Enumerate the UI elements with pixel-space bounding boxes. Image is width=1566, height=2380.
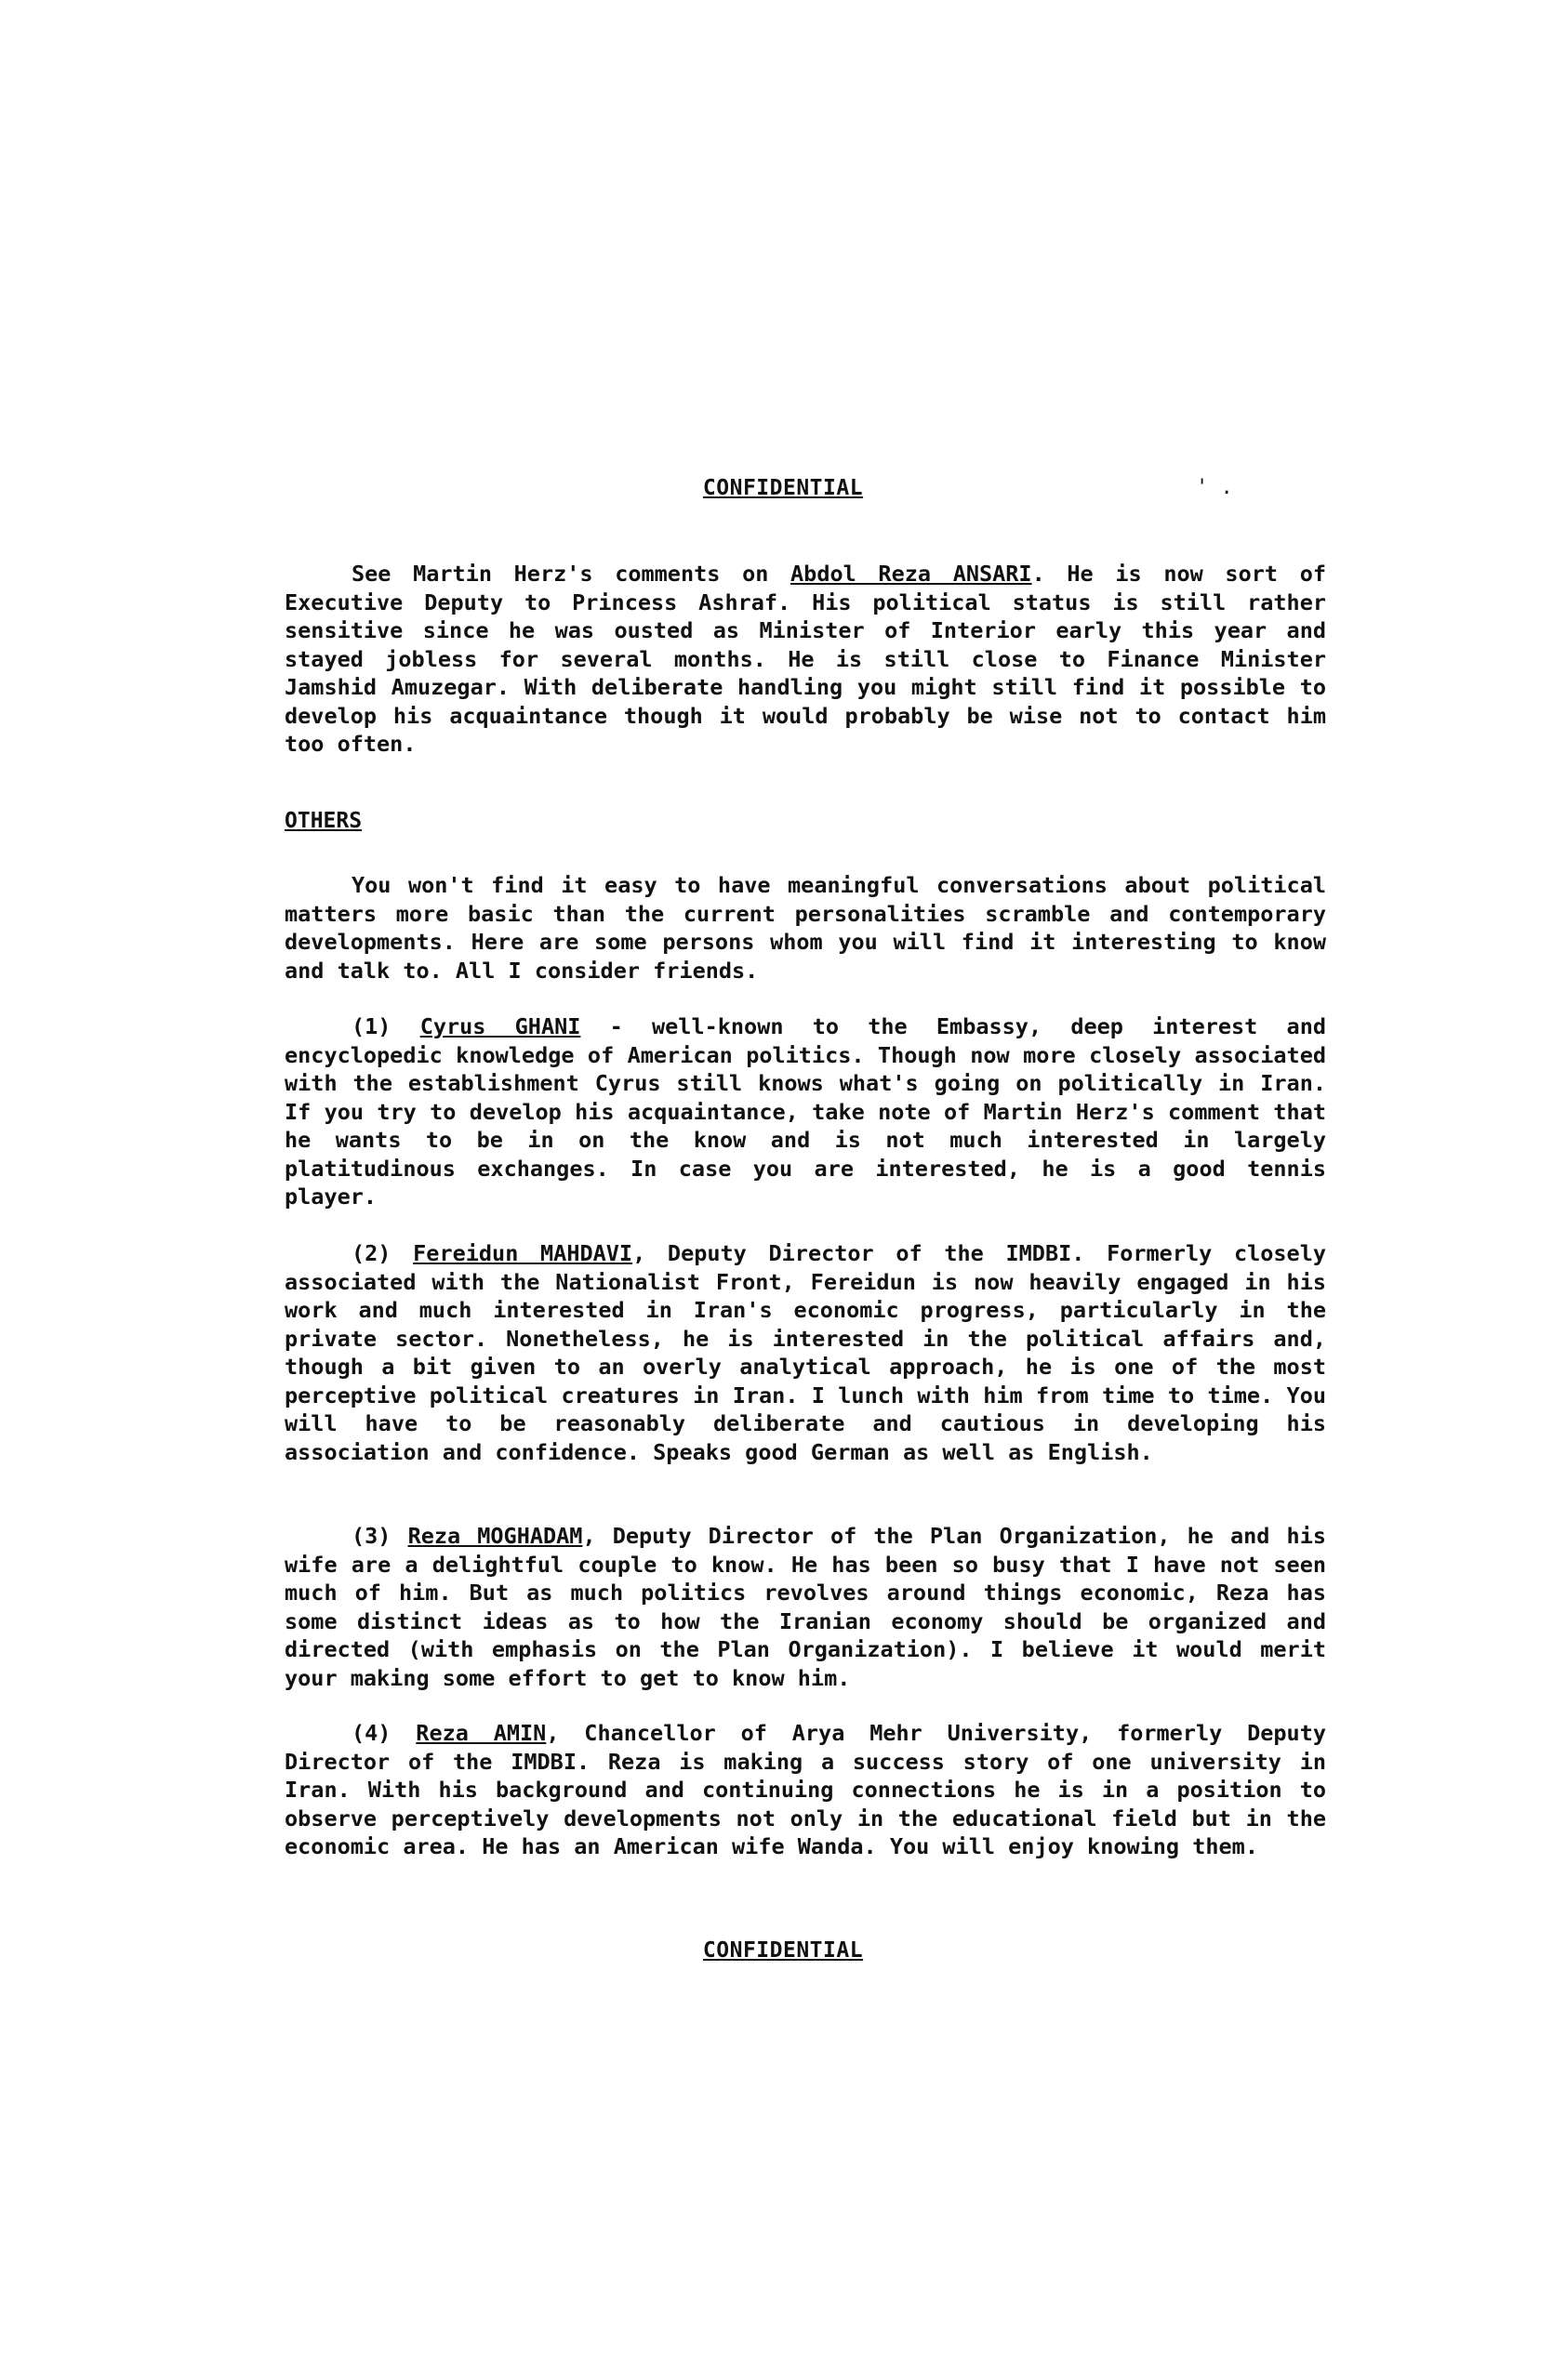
person-number: (1)	[352, 1013, 392, 1039]
footer-classification: CONFIDENTIAL	[702, 1938, 864, 1963]
person-number: (3)	[352, 1523, 392, 1549]
person-paragraph-2	[285, 1239, 1326, 1466]
person-paragraph-4	[285, 1719, 1326, 1861]
person-paragraph-3	[285, 1522, 1326, 1692]
person-name: Reza MOGHADAM	[407, 1523, 583, 1549]
stray-marks: ' .	[1196, 476, 1233, 499]
person-description: , Chancellor of Arya Mehr University, formerly Deputy Director of the IMDBI. Reza is making a success story of one university in Iran. With his background and continuing connections he is in a position to observe perceptively developments not only in the educational field but in the economic area. He has an American wife Wanda. You will enjoy knowing them.	[285, 1720, 1326, 1859]
person-name: Fereidun MAHDAVI	[413, 1240, 633, 1266]
person-number: (4)	[352, 1720, 392, 1746]
person-name: Cyrus GHANI	[419, 1013, 581, 1039]
person-name: Reza AMIN	[416, 1720, 547, 1746]
others-heading: OTHERS	[285, 809, 363, 833]
intro-text-after: . He is now sort of Executive Deputy to Princess Ashraf. His political status is still rather sensitive since he was ousted as Minister of Interior early this year and stayed jobless for several months. He is still close to Finance Minister Jamshid Amuzegar. With deliberate handling you might still find it possible to develop his acquaintance though it would probably be wise not to contact him too often.	[285, 561, 1326, 757]
person-description: - well-known to the Embassy, deep interest and encyclopedic knowledge of American politics. Though now more closely associated with the establishment Cyrus still knows what's going on politically in Iran. If you try to develop his acquaintance, take note of Martin Herz's comment that he wants to be in on the know and is not much interested in largely platitudinous exchanges. In case you are interested, he is a good tennis player.	[285, 1013, 1326, 1210]
intro-text-before: See Martin Herz's comments on	[352, 561, 791, 587]
person-description: , Deputy Director of the Plan Organization, he and his wife are a delightful couple to know. He has been so busy that I have not seen much of him. But as much politics revolves around things economic, Reza has some distinct ideas as to how the Iranian economy should be organized and directed (with emphasis on the Plan Organization). I believe it would merit your making some effort to get to know him.	[285, 1523, 1326, 1691]
intro-paragraph	[285, 560, 1326, 759]
person-paragraph-1	[285, 1012, 1326, 1211]
header-classification: CONFIDENTIAL	[702, 476, 864, 500]
person-description: , Deputy Director of the IMDBI. Formerly closely associated with the Nationalist Front, Fereidun is now heavily engaged in his work and much interested in Iran's economic progress, particularly in the private sector. Nonetheless, he is interested in the political affairs and, though a bit given to an overly analytical approach, he is one of the most perceptive political creatures in Iran. I lunch with him from time to time. You will have to be reasonably deliberate and cautious in developing his association and confidence. Speaks good German as well as English.	[285, 1240, 1326, 1465]
person-name-ansari: Abdol Reza ANSARI	[790, 561, 1032, 587]
person-number: (2)	[352, 1240, 392, 1266]
others-intro-paragraph: You won't find it easy to have meaningful conversations about political matters more basic than the current personalities scramble and contemporary developments. Here are some persons whom you will find it interesting to know and talk to. All I consider friends.	[285, 872, 1326, 984]
